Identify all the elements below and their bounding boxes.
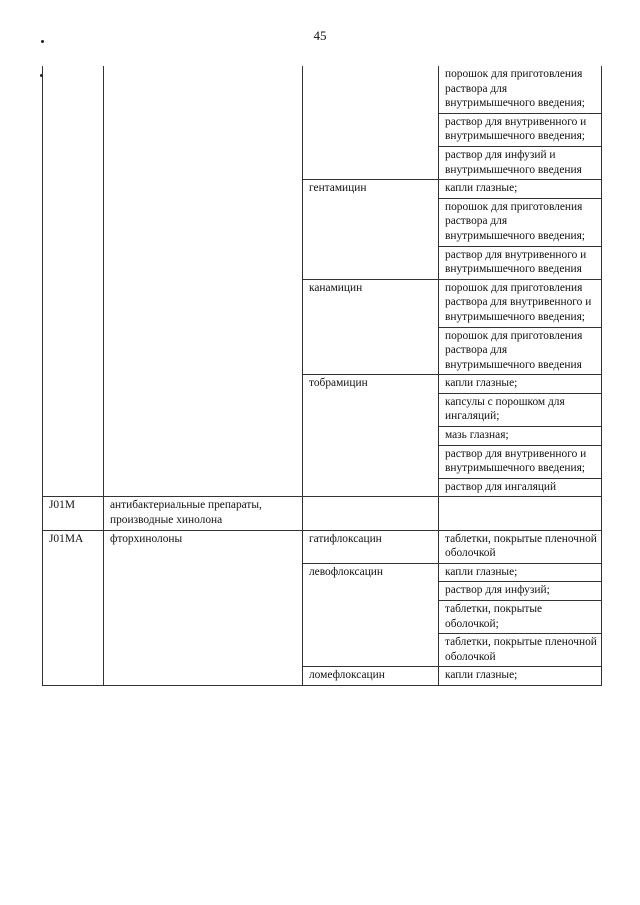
dosage-form-cell: раствор для инфузий; bbox=[439, 582, 602, 601]
dosage-form-cell: капли глазные; bbox=[439, 375, 602, 394]
dosage-form-cell: порошок для приготовления раствора для внутримышечного введения bbox=[439, 327, 602, 375]
dosage-form-cell: раствор для инфузий и внутримышечного введения bbox=[439, 146, 602, 179]
drug-name-cell: ломефлоксацин bbox=[303, 667, 439, 686]
group-cell: антибактериальные препараты, производные хинолона bbox=[104, 497, 303, 530]
dosage-form-cell: порошок для приготовления раствора для внутривенного и внутримышечного введения; bbox=[439, 279, 602, 327]
dosage-form-cell: раствор для внутривенного и внутримышечного введения; bbox=[439, 113, 602, 146]
dosage-form-cell: капли глазные; bbox=[439, 180, 602, 199]
group-cell: фторхинолоны bbox=[104, 530, 303, 685]
dosage-form-cell: таблетки, покрытые пленочной оболочкой bbox=[439, 634, 602, 667]
dosage-form-cell: раствор для внутривенного и внутримышечного введения bbox=[439, 246, 602, 279]
dosage-form-cell: порошок для приготовления раствора для внутримышечного введения; bbox=[439, 198, 602, 246]
atc-code-cell: J01M bbox=[43, 497, 104, 530]
dosage-form-cell: мазь глазная; bbox=[439, 427, 602, 446]
drug-list-table bbox=[42, 66, 602, 686]
table-row bbox=[43, 66, 602, 113]
dosage-form-cell: раствор для внутривенного и внутримышечного введения; bbox=[439, 445, 602, 478]
table-row bbox=[43, 497, 602, 530]
page-number: 45 bbox=[313, 28, 327, 43]
atc-code-cell: J01MA bbox=[43, 530, 104, 685]
dosage-form-cell: капли глазные; bbox=[439, 563, 602, 582]
drug-name-cell bbox=[303, 497, 439, 530]
dosage-form-cell: порошок для приготовления раствора для внутримышечного введения; bbox=[439, 66, 602, 113]
dosage-form-cell: раствор для ингаляций bbox=[439, 478, 602, 497]
scan-mark bbox=[41, 40, 44, 43]
drug-name-cell: гатифлоксацин bbox=[303, 530, 439, 563]
dosage-form-cell: капсулы с порошком для ингаляций; bbox=[439, 393, 602, 426]
table-row bbox=[43, 530, 602, 563]
dosage-form-cell bbox=[439, 497, 602, 530]
drug-name-cell: канамицин bbox=[303, 279, 439, 375]
drug-name-cell: гентамицин bbox=[303, 180, 439, 280]
dosage-form-cell: капли глазные; bbox=[439, 667, 602, 686]
drug-name-cell bbox=[303, 66, 439, 180]
group-cell bbox=[104, 66, 303, 497]
drug-name-cell: левофлоксацин bbox=[303, 563, 439, 667]
dosage-form-cell: таблетки, покрытые пленочной оболочкой bbox=[439, 530, 602, 563]
atc-code-cell bbox=[43, 66, 104, 497]
dosage-form-cell: таблетки, покрытые оболочкой; bbox=[439, 601, 602, 634]
drug-name-cell: тобрамицин bbox=[303, 375, 439, 497]
